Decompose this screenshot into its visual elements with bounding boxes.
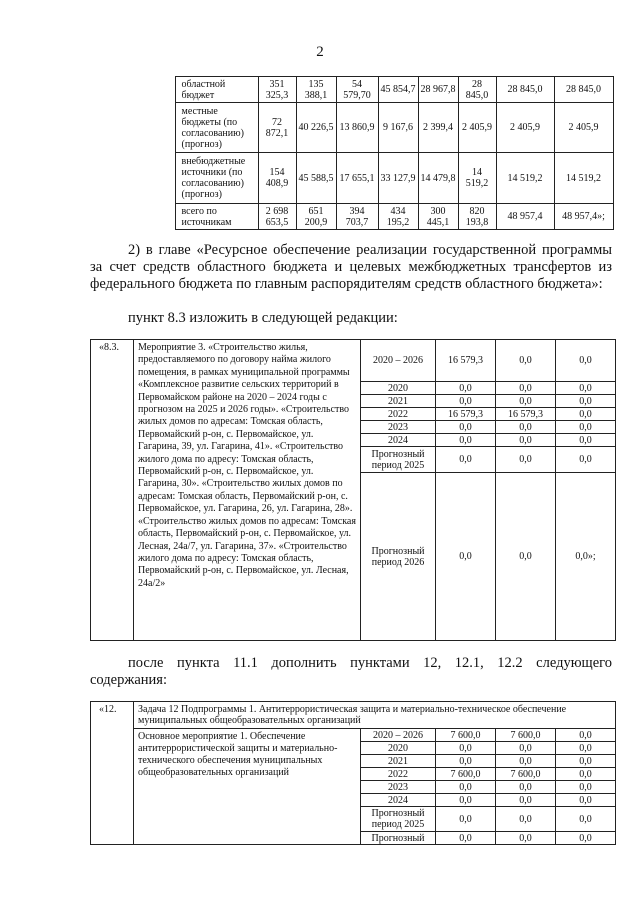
table-cell: 0,0 bbox=[496, 755, 556, 768]
period-cell: 2024 bbox=[361, 794, 436, 807]
table-cell: 0,0 bbox=[556, 340, 616, 382]
table-row bbox=[91, 702, 616, 729]
period-cell: 2022 bbox=[361, 408, 436, 421]
task-12-table bbox=[90, 701, 616, 845]
table-cell: 16 579,3 bbox=[436, 340, 496, 382]
table-cell: 0,0 bbox=[556, 421, 616, 434]
period-cell: 2023 bbox=[361, 421, 436, 434]
table-cell: 48 957,4»; bbox=[554, 204, 613, 230]
table-cell: 154 408,9 bbox=[258, 153, 296, 204]
table-cell: 0,0 bbox=[556, 742, 616, 755]
table-cell: 72 872,1 bbox=[258, 103, 296, 153]
table-cell: 0,0 bbox=[436, 794, 496, 807]
table-cell: 0,0 bbox=[496, 421, 556, 434]
table-cell: 0,0 bbox=[496, 434, 556, 447]
measure-description: Мероприятие 3. «Строительство жилья, предоставляемого по договору найма жилого помещения, в рамках муниципальной программы «Комплексное развитие сельских территорий в Первомайском районе на 2020 – 2024 годы с прогнозом на 2025 и 2026 годы». «Строительство жилых домов по адресам: Томская область, Первомайский р-он, с. Первомайское, ул. Гагарина, 39, ул. Гагарина, 41». «Строительство жилого дома по адресу: Томская область, Первомайский р-он, с. Первомайское, ул. Гагарина, 30». «Строительство жилых домов по адресам: Томская область, Первомайский р-он, с. Первомайское, ул. Гагарина, 26, ул. Гагарина, 28». «Строительство жилых домов по адресам: Томская область, Первомайский р-он, с. Первомайское, ул. Лесная, 24а/7, ул. Гагарина, 37». «Строительство жилого дома по адресу: Томская область, Первомайский р-он, с. Первомайское, ул. Лесная, 24а/2» bbox=[134, 340, 361, 641]
table-cell: 0,0 bbox=[496, 742, 556, 755]
table-cell: 40 226,5 bbox=[296, 103, 336, 153]
table-cell: 0,0 bbox=[496, 473, 556, 641]
table-cell: 7 600,0 bbox=[436, 729, 496, 742]
table-cell: 45 588,5 bbox=[296, 153, 336, 204]
table-cell: 16 579,3 bbox=[436, 408, 496, 421]
table-cell: 16 579,3 bbox=[496, 408, 556, 421]
table-cell: 2 399,4 bbox=[418, 103, 458, 153]
paragraph-item-8-3: пункт 8.3 изложить в следующей редакции: bbox=[128, 310, 398, 326]
period-cell: 2024 bbox=[361, 434, 436, 447]
table-cell: 14 519,2 bbox=[458, 153, 496, 204]
row-label: местные бюджеты (по согласованию) (прогноз) bbox=[175, 103, 258, 153]
table-cell: 28 845,0 bbox=[554, 77, 613, 103]
table-cell: 14 519,2 bbox=[496, 153, 554, 204]
table-cell: 13 860,9 bbox=[336, 103, 378, 153]
table-cell: 0,0 bbox=[556, 382, 616, 395]
row-label: внебюджетные источники (по согласованию) (прогноз) bbox=[175, 153, 258, 204]
row-label: всего по источникам bbox=[175, 204, 258, 230]
table-cell: 0,0 bbox=[496, 807, 556, 832]
task-title: Задача 12 Подпрограммы 1. Антитеррористическая защита и материально-техническое обеспечение муниципальных общеобразовательных организаций bbox=[134, 702, 616, 729]
table-cell: 0,0 bbox=[436, 395, 496, 408]
table-cell: 28 845,0 bbox=[458, 77, 496, 103]
table-cell: 28 967,8 bbox=[418, 77, 458, 103]
period-cell: 2023 bbox=[361, 781, 436, 794]
table-cell: 0,0 bbox=[556, 755, 616, 768]
table-cell: 7 600,0 bbox=[496, 729, 556, 742]
table-cell: 0,0 bbox=[436, 434, 496, 447]
table-cell: 14 519,2 bbox=[554, 153, 613, 204]
period-cell: Прогнозный bbox=[361, 832, 436, 845]
table-cell: 2 405,9 bbox=[554, 103, 613, 153]
table-cell: 394 703,7 bbox=[336, 204, 378, 230]
table-cell: 0,0 bbox=[496, 395, 556, 408]
period-cell: Прогнозный период 2025 bbox=[361, 447, 436, 473]
table-cell: 0,0 bbox=[496, 781, 556, 794]
table-row bbox=[91, 340, 616, 382]
measure-description: Основное мероприятие 1. Обеспечение антитеррористической защиты и материально-технического обеспечения муниципальных общеобразовательных организаций bbox=[134, 729, 361, 845]
page-number: 2 bbox=[316, 44, 324, 60]
table-cell: 0,0 bbox=[556, 729, 616, 742]
table-cell: 0,0 bbox=[556, 832, 616, 845]
table-cell: 0,0 bbox=[556, 794, 616, 807]
table-cell: 33 127,9 bbox=[378, 153, 418, 204]
period-cell: 2021 bbox=[361, 755, 436, 768]
period-cell: 2020 – 2026 bbox=[361, 340, 436, 382]
table-cell: 7 600,0 bbox=[496, 768, 556, 781]
table-cell: 0,0 bbox=[436, 447, 496, 473]
table-cell: 9 167,6 bbox=[378, 103, 418, 153]
table-cell: 135 388,1 bbox=[296, 77, 336, 103]
table-cell: 0,0 bbox=[496, 447, 556, 473]
table-cell: 0,0»; bbox=[556, 473, 616, 641]
table-cell: 0,0 bbox=[436, 473, 496, 641]
period-cell: 2022 bbox=[361, 768, 436, 781]
table-cell: 0,0 bbox=[556, 768, 616, 781]
row-label: областной бюджет bbox=[175, 77, 258, 103]
period-cell: 2020 – 2026 bbox=[361, 729, 436, 742]
measure-8-3-table bbox=[90, 339, 616, 641]
table-cell: 0,0 bbox=[556, 395, 616, 408]
table-cell: 300 445,1 bbox=[418, 204, 458, 230]
paragraph-chapter-amendment: 2) в главе «Ресурсное обеспечение реализации государственной программы за счет средств областного бюджета и целевых межбюджетных трансфертов из федерального бюджета по главным распорядителям средств областного бюджета»: bbox=[90, 242, 612, 292]
table-cell: 0,0 bbox=[436, 382, 496, 395]
period-cell: Прогнозный период 2025 bbox=[361, 807, 436, 832]
table-cell: 7 600,0 bbox=[436, 768, 496, 781]
item-number: «12. bbox=[91, 702, 134, 845]
table-cell: 0,0 bbox=[556, 408, 616, 421]
period-cell: 2021 bbox=[361, 395, 436, 408]
table-cell: 351 325,3 bbox=[258, 77, 296, 103]
table-cell: 17 655,1 bbox=[336, 153, 378, 204]
table-cell: 28 845,0 bbox=[496, 77, 554, 103]
table-cell: 0,0 bbox=[436, 755, 496, 768]
table-cell: 0,0 bbox=[436, 832, 496, 845]
table-cell: 45 854,7 bbox=[378, 77, 418, 103]
period-cell: 2020 bbox=[361, 382, 436, 395]
paragraph-items-12: после пункта 11.1 дополнить пунктами 12, 12.1, 12.2 следующего содержания: bbox=[90, 655, 612, 688]
table-cell: 0,0 bbox=[556, 807, 616, 832]
period-cell: 2020 bbox=[361, 742, 436, 755]
table-cell: 0,0 bbox=[496, 794, 556, 807]
table-cell: 0,0 bbox=[436, 781, 496, 794]
table-cell: 434 195,2 bbox=[378, 204, 418, 230]
funding-sources-table bbox=[90, 76, 614, 230]
period-cell: Прогнозный период 2026 bbox=[361, 473, 436, 641]
table-cell: 0,0 bbox=[436, 421, 496, 434]
table-cell: 0,0 bbox=[436, 742, 496, 755]
table-cell: 14 479,8 bbox=[418, 153, 458, 204]
table-cell: 0,0 bbox=[556, 781, 616, 794]
table-cell: 820 193,8 bbox=[458, 204, 496, 230]
table-cell: 48 957,4 bbox=[496, 204, 554, 230]
table-cell: 0,0 bbox=[436, 807, 496, 832]
table-cell: 54 579,70 bbox=[336, 77, 378, 103]
table-cell: 0,0 bbox=[496, 340, 556, 382]
table-cell: 0,0 bbox=[556, 434, 616, 447]
table-cell: 0,0 bbox=[496, 832, 556, 845]
table-row bbox=[91, 729, 616, 742]
table-cell: 2 405,9 bbox=[496, 103, 554, 153]
table-cell: 2 405,9 bbox=[458, 103, 496, 153]
table-cell: 0,0 bbox=[556, 447, 616, 473]
item-number: «8.3. bbox=[91, 340, 134, 641]
table-cell: 651 200,9 bbox=[296, 204, 336, 230]
table-cell: 0,0 bbox=[496, 382, 556, 395]
table-cell: 2 698 653,5 bbox=[258, 204, 296, 230]
table-row bbox=[90, 77, 613, 103]
